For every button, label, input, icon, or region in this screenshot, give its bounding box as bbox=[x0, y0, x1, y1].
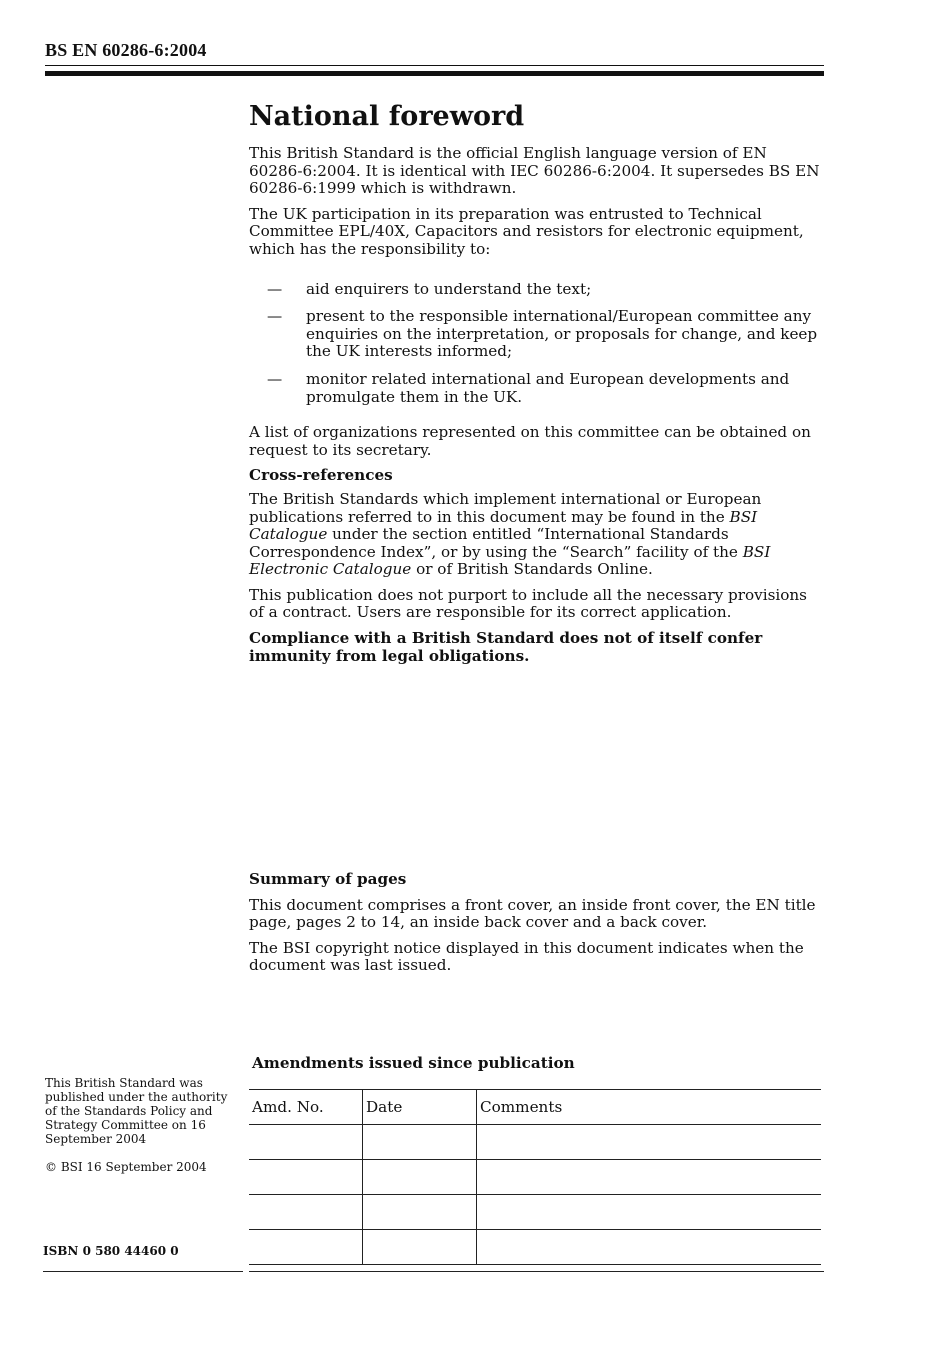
table-header-row bbox=[249, 1090, 821, 1125]
foreword-paragraph-1: This British Standard is the official English language version of EN 60286-6:2004. It is identical with IEC 60286-6:2004. It supersedes BS EN 60286-6:1999 which is withdrawn. bbox=[249, 144, 820, 198]
cross-references-paragraph bbox=[249, 491, 824, 579]
authority-note: This British Standard was published under the authority of the Standards Policy and Strategy Committee on 16 September 2004 bbox=[45, 1076, 228, 1146]
amendments-title: Amendments issued since publication bbox=[252, 1054, 575, 1072]
summary-section bbox=[249, 871, 824, 983]
table-row bbox=[249, 1125, 821, 1160]
foreword-paragraph-4: This publication does not purport to include all the necessary provisions of a contract. Users are responsible for its correct application. bbox=[249, 585, 807, 622]
list-item-text: aid enquirers to understand the text; bbox=[306, 279, 592, 298]
foreword-section bbox=[249, 100, 824, 673]
header-rule-thick bbox=[45, 71, 824, 76]
list-item bbox=[249, 308, 824, 361]
crossref-text-c: under the section entitled “International Standards Correspondence Index”, or by using the “Search” facility of the bbox=[249, 525, 743, 561]
table-row bbox=[249, 1160, 821, 1195]
list-item-text: present to the responsible international/European committee any enquiries on the interpretation, or proposals for change, and keep the UK interests informed; bbox=[306, 307, 818, 361]
footer-rule bbox=[249, 1271, 824, 1272]
bsi-electronic-catalogue-title: BSI Electronic Catalogue bbox=[249, 542, 771, 579]
crossref-text-a: The British Standards which implement international or European publications referred to in this document may be found in the bbox=[249, 489, 762, 526]
copyright-note: © BSI 16 September 2004 bbox=[45, 1160, 207, 1174]
bsi-catalogue-title: BSI Catalogue bbox=[249, 507, 758, 544]
amendments-table bbox=[249, 1089, 821, 1265]
summary-heading: Summary of pages bbox=[249, 870, 407, 888]
table-row bbox=[249, 1230, 821, 1265]
table-row bbox=[249, 1195, 821, 1230]
header-rule-thin bbox=[45, 65, 824, 66]
summary-paragraph-2: The BSI copyright notice displayed in this document indicates when the document was last issued. bbox=[249, 938, 804, 975]
foreword-paragraph-3: A list of organizations represented on this committee can be obtained on request to its secretary. bbox=[249, 423, 811, 459]
column-header-comments: Comments bbox=[477, 1090, 822, 1125]
foreword-paragraph-2: The UK participation in its preparation was entrusted to Technical Committee EPL/40X, Capacitors and resistors for electronic equipment, which has the responsibility to: bbox=[249, 204, 804, 258]
column-header-date: Date bbox=[363, 1090, 477, 1125]
cross-references-heading: Cross-references bbox=[249, 466, 393, 485]
list-item bbox=[249, 281, 824, 299]
summary-paragraph-1: This document comprises a front cover, an inside front cover, the EN title page, pages 2 to 14, an inside back cover and a back cover. bbox=[249, 895, 816, 932]
list-item bbox=[249, 371, 824, 406]
compliance-statement: Compliance with a British Standard does not of itself confer immunity from legal obligations. bbox=[249, 629, 763, 665]
publication-sidebar bbox=[45, 1076, 235, 1188]
list-dash: — bbox=[267, 369, 283, 388]
document-id: BS EN 60286-6:2004 bbox=[45, 40, 207, 60]
list-dash: — bbox=[267, 279, 283, 298]
list-item-text: monitor related international and European developments and promulgate them in the UK. bbox=[306, 369, 790, 406]
responsibility-list bbox=[249, 281, 824, 407]
list-dash: — bbox=[267, 307, 283, 326]
foreword-title: National foreword bbox=[249, 101, 525, 132]
column-header-amd-no: Amd. No. bbox=[249, 1090, 363, 1125]
crossref-text-e: or of British Standards Online. bbox=[411, 560, 653, 579]
footer-rule-left bbox=[43, 1271, 243, 1272]
isbn: ISBN 0 580 44460 0 bbox=[43, 1244, 179, 1258]
